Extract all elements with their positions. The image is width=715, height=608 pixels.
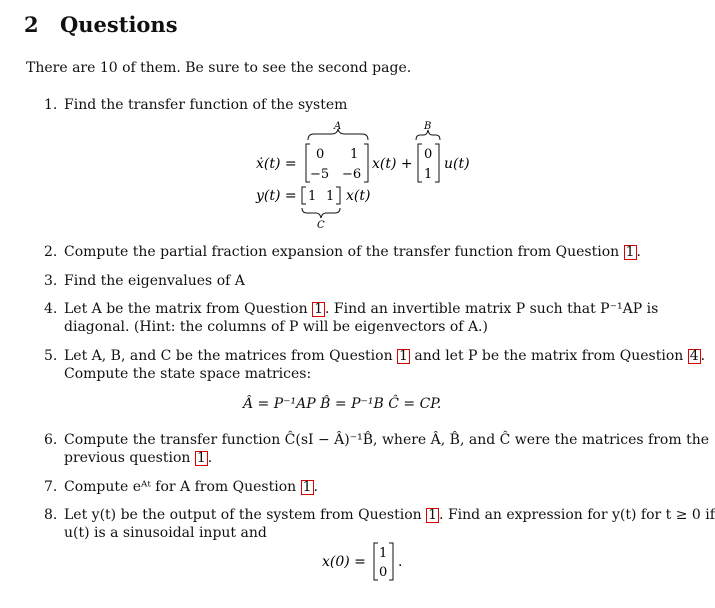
text-part: Compute eᴬᵗ for A from Question [64, 479, 297, 495]
x0-lhs: x(0) = [322, 554, 366, 570]
question-5 [44, 347, 706, 383]
text-tail: . [700, 348, 706, 364]
text-part: u(t) is a sinusoidal input and [64, 525, 267, 541]
text-part: Let A, B, and C be the matrices from Question [64, 348, 393, 364]
x-term: x(t) + [372, 156, 413, 172]
x0-bracket-left [374, 543, 378, 580]
text-tail: . [313, 479, 318, 495]
x0-tail: . [398, 554, 403, 570]
x0-1: 1 [379, 546, 388, 561]
b-bracket-left [418, 144, 422, 182]
question-7 [44, 478, 684, 496]
question-8 [44, 506, 715, 542]
b-bracket-right [435, 144, 439, 182]
section-number: 2 [24, 12, 39, 37]
b-label: B [424, 121, 432, 132]
question-ref-link[interactable]: 4 [689, 348, 699, 364]
text-part: previous question [64, 450, 191, 466]
text-part: . Find an invertible matrix P such that P⁻¹AP is [324, 301, 659, 317]
question-ref-link[interactable]: 1 [302, 479, 312, 495]
question-2 [44, 243, 684, 261]
question-number: 1. [44, 97, 58, 113]
question-ref-link[interactable]: 1 [196, 450, 206, 466]
c-underbrace [302, 208, 340, 218]
question-ref-link[interactable]: 1 [625, 244, 635, 260]
question-text [64, 300, 658, 336]
question-text [64, 347, 705, 383]
text-part: Let A be the matrix from Question [64, 301, 308, 317]
c1: 1 [308, 189, 317, 204]
question-number: 4. [44, 301, 58, 317]
initial-condition [322, 540, 432, 584]
a11: 0 [316, 147, 325, 162]
question-text [64, 431, 709, 467]
section-title: Questions [60, 12, 178, 37]
question-number: 5. [44, 348, 58, 364]
a-label: A [334, 121, 342, 132]
text-part: diagonal. (Hint: the columns of P will be eigenvectors of A.) [64, 319, 488, 335]
text-tail: . [207, 450, 213, 466]
section-heading [24, 12, 178, 37]
text-part: . Find an expression for y(t) for t ≥ 0 if [439, 507, 715, 523]
b1: 0 [424, 147, 433, 162]
question-6 [44, 431, 710, 467]
c-bracket-left [302, 187, 306, 204]
y-lhs: y(t) = [256, 188, 297, 204]
c2: 1 [326, 189, 335, 204]
question-text: Find the eigenvalues of A [64, 273, 245, 289]
xdot-lhs: ẋ(t) = [256, 156, 297, 172]
x0-bracket-right [389, 543, 393, 580]
question-ref-link[interactable]: 1 [428, 507, 438, 523]
question-number: 7. [44, 479, 58, 495]
question-text: Find the transfer function of the system [64, 97, 348, 113]
intro-text: There are 10 of them. Be sure to see the second page. [26, 60, 412, 76]
system-equations [240, 120, 480, 230]
question-ref-link[interactable]: 1 [399, 348, 408, 364]
u-term: u(t) [444, 156, 470, 172]
question-text [64, 478, 318, 496]
b2: 1 [424, 167, 433, 182]
text-tail: . [636, 244, 641, 260]
a12: 1 [350, 147, 359, 162]
question-number: 8. [44, 507, 58, 523]
x0-2: 0 [379, 565, 388, 580]
a21: −5 [310, 167, 330, 182]
question-number: 2. [44, 244, 58, 260]
question-ref-link[interactable]: 1 [314, 301, 323, 317]
c-bracket-right [336, 187, 340, 204]
a-bracket-right [364, 144, 368, 182]
question-4 [44, 300, 684, 336]
question-text [64, 243, 641, 261]
text-part: Let y(t) be the output of the system from Question [64, 507, 422, 523]
question-3 [44, 272, 684, 290]
text-part: and let P be the matrix from Question [414, 348, 684, 364]
question-text [64, 506, 715, 542]
question-number: 3. [44, 273, 58, 289]
a22: −6 [342, 167, 362, 182]
question-1 [44, 96, 684, 114]
question-number: 6. [44, 432, 58, 448]
state-space-equation: Â = P⁻¹AP B̂ = P⁻¹B Ĉ = CP. [243, 396, 442, 412]
y-term: x(t) [346, 188, 371, 204]
text-part: Compute the partial fraction expansion of the transfer function from Question [64, 244, 620, 260]
text-part: Compute the transfer function Ĉ(sI − Â)⁻¹B̂, where Â, B̂, and Ĉ were the matrices from the [64, 432, 710, 448]
c-label: C [317, 220, 325, 231]
text-part: Compute the state space matrices: [64, 366, 312, 382]
